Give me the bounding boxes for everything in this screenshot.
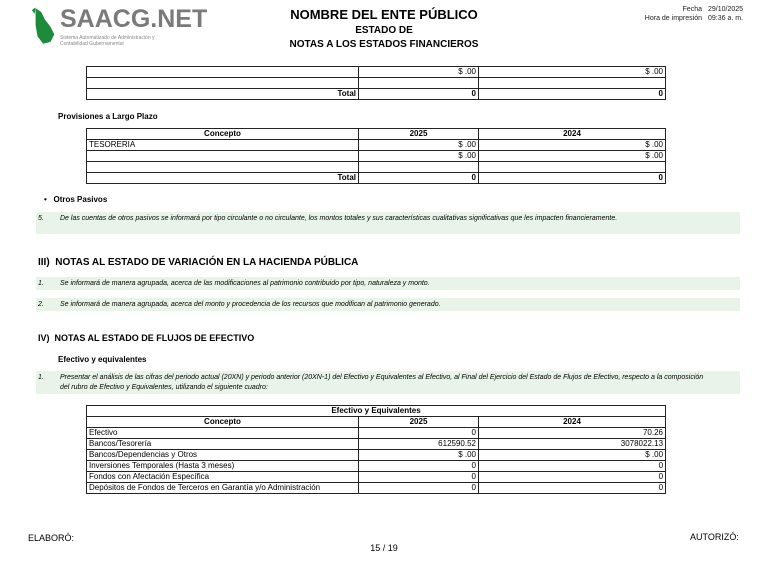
table-1 [86, 66, 666, 100]
table-row: TESORERIA $ .00 $ .00 [87, 140, 666, 151]
hora-label: Hora de impresión [644, 15, 702, 22]
table-row: Bancos/Tesorería 612590.52 3078022.13 [87, 439, 666, 450]
total-row: Total 0 0 [87, 89, 666, 100]
entity-name: NOMBRE DEL ENTE PÚBLICO [290, 7, 478, 22]
autorizo-label: AUTORIZÓ: [690, 532, 739, 542]
otros-pasivos-heading: • Otros Pasivos [44, 195, 108, 204]
table-row [87, 162, 666, 173]
table-row: Inversiones Temporales (Hasta 3 meses) 0 0 [87, 461, 666, 472]
logo-subtitle: Sistema Automatizado de Administración y Contabilidad Gubernamental [60, 35, 155, 47]
table-row: $ .00 $ .00 [87, 151, 666, 162]
table-row: Fondos con Afectación Específica 0 0 [87, 472, 666, 483]
saacg-logo-icon [30, 6, 58, 46]
elaboro-label: ELABORÓ: [28, 533, 75, 543]
page-number: 15 / 19 [370, 543, 398, 553]
table-row [87, 78, 666, 89]
note-5: 5. De las cuentas de otros pasivos se informará por tipo circulante o no circulante, los montos totales y sus características cualitativas significativas que les impacten financieramente. [36, 212, 740, 234]
section-iv-heading: IV) NOTAS AL ESTADO DE FLUJOS DE EFECTIVO [38, 333, 255, 343]
logo-text: SAACG.NET [60, 5, 208, 33]
note-iii-1: 1. Se informará de manera agrupada, acerca de las modificaciones al patrimonio contribuido por tipo, naturaleza y monto. [36, 277, 740, 290]
total-row: Total 0 0 [87, 173, 666, 184]
fecha-label: Fecha [682, 6, 702, 13]
note-iii-2: 2. Se informará de manera agrupada, acerca del monto y procedencia de los recursos que modifican al patrimonio generado. [36, 298, 740, 311]
note-iv-1: 1. Presentar el análisis de las cifras del periodo actual (20XN) y periodo anterior (20XN-1) del Efectivo y Equivalentes al Efectivo, al Final del Ejercicio del Estado de Flujos de Efectivo, respecto a la composición del rubro de Efectivo y Equivalentes, utilizando el siguiente cuadro: [36, 371, 740, 394]
section-iii-heading: III) NOTAS AL ESTADO DE VARIACIÓN EN LA HACIENDA PÚBLICA [38, 257, 359, 268]
efectivo-table: Efectivo y Equivalentes Concepto 2025 2024 Efectivo 0 70.26 Bancos/Tesorería 612590.52 3078022.13 Bancos/Dependencias y Otros $ .00 $ .00 Inversiones Temporales (Hasta 3 meses) 0 0 Fondos con Afectación Específica 0 0 Depósitos de Fondos de Terceros en Garantía y/o Administración 0 0 [86, 405, 666, 494]
fecha-value: 29/10/2025 [708, 6, 744, 13]
report-subtitle: ESTADO DE [355, 25, 413, 36]
table-row: Efectivo 0 70.26 [87, 428, 666, 439]
efectivo-subheading: Efectivo y equivalentes [58, 355, 147, 364]
table-row: Depósitos de Fondos de Terceros en Garantía y/o Administración 0 0 [87, 483, 666, 494]
report-title: NOTAS A LOS ESTADOS FINANCIEROS [289, 39, 479, 50]
provisiones-title: Provisiones a Largo Plazo [58, 112, 158, 121]
table-row: $ .00 $ .00 [87, 67, 666, 78]
hora-value: 09:36 a. m. [708, 15, 744, 22]
provisiones-table: Concepto 2025 2024 TESORERIA $ .00 $ .00 $ .00 $ .00 Total 0 0 [86, 128, 666, 184]
table-row: Bancos/Dependencias y Otros $ .00 $ .00 [87, 450, 666, 461]
